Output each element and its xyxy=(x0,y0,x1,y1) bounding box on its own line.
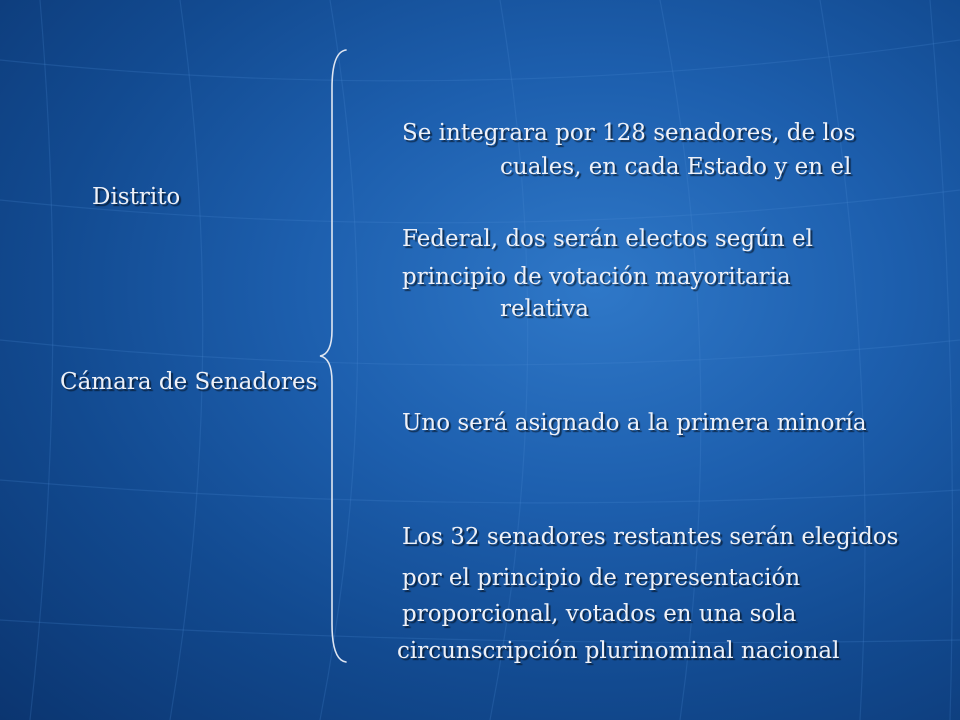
text-line-2: cuales, en cada Estado y en el xyxy=(500,154,852,180)
text-line-1: Se integrara por 128 senadores, de los xyxy=(402,120,856,146)
label-camara-de-senadores: Cámara de Senadores xyxy=(60,369,318,395)
text-line-7: Los 32 senadores restantes serán elegidos xyxy=(402,524,899,550)
text-line-4: principio de votación mayoritaria xyxy=(402,264,791,290)
label-distrito: Distrito xyxy=(92,184,181,210)
text-line-9: proporcional, votados en una sola xyxy=(402,601,797,627)
text-line-8: por el principio de representación xyxy=(402,565,801,591)
curly-brace-icon xyxy=(318,48,358,664)
text-line-6: Uno será asignado a la primera minoría xyxy=(402,410,867,436)
text-line-3: Federal, dos serán electos según el xyxy=(402,226,813,252)
text-line-5: relativa xyxy=(500,296,589,322)
text-line-10: circunscripción plurinominal nacional xyxy=(397,638,840,664)
